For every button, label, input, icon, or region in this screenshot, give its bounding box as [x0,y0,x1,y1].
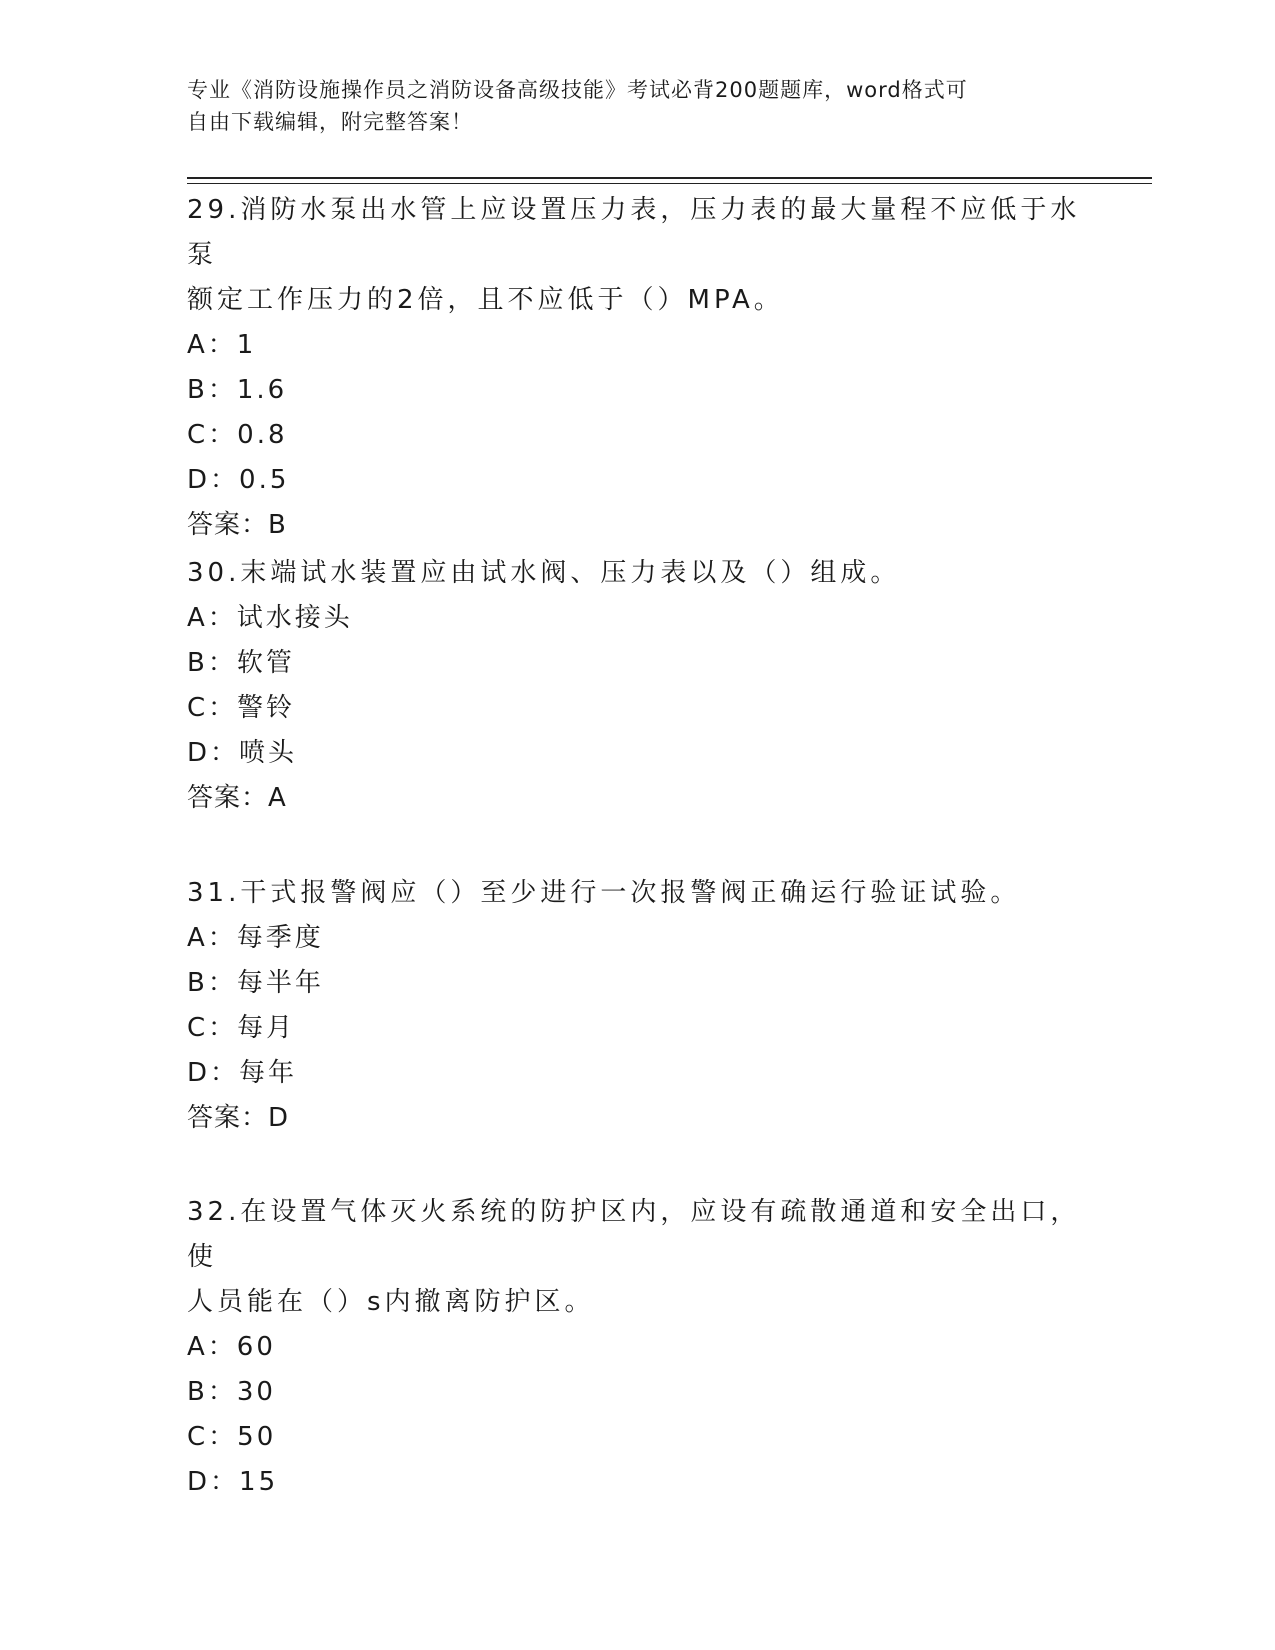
option-a: A：每季度 [187,923,324,953]
header-divider-thin [187,183,1152,184]
option-c: C：警铃 [187,693,296,723]
question-30 [187,551,1087,821]
answer: 答案：D [187,1103,290,1133]
option-c: C：0.8 [187,420,288,450]
option-a: A：1 [187,330,257,360]
question-stem-line-1: 31.干式报警阀应（）至少进行一次报警阀正确运行验证试验。 [187,878,1021,908]
option-d: D：喷头 [187,738,298,768]
question-29 [187,188,1087,548]
option-b: B：1.6 [187,375,288,405]
header-line-1: 专业《消防设施操作员之消防设备高级技能》考试必背200题题库，word格式可 [187,78,968,102]
option-d: D：每年 [187,1058,298,1088]
answer: 答案：A [187,783,287,813]
option-b: B：30 [187,1377,276,1407]
option-a: A：试水接头 [187,603,353,633]
question-32 [187,1190,1087,1505]
question-stem-line-2: 额定工作压力的2倍，且不应低于（）MPA。 [187,285,784,315]
question-stem-line-2: 人员能在（）s内撤离防护区。 [187,1287,595,1317]
document-header [187,74,1067,138]
option-c: C：每月 [187,1013,296,1043]
question-stem-line-1: 32.在设置气体灭火系统的防护区内，应设有疏散通道和安全出口，使 [187,1197,1081,1272]
option-b: B：软管 [187,648,295,678]
option-a: A：60 [187,1332,276,1362]
option-d: D：0.5 [187,465,290,495]
header-line-2: 自由下载编辑，附完整答案！ [187,110,473,134]
option-c: C：50 [187,1422,277,1452]
question-stem-line-1: 30.末端试水装置应由试水阀、压力表以及（）组成。 [187,558,901,588]
question-stem-line-1: 29.消防水泵出水管上应设置压力表，压力表的最大量程不应低于水泵 [187,195,1081,270]
option-d: D：15 [187,1467,279,1497]
question-31 [187,871,1087,1141]
header-divider-thick [187,177,1152,179]
option-b: B：每半年 [187,968,324,998]
answer: 答案：B [187,510,287,540]
